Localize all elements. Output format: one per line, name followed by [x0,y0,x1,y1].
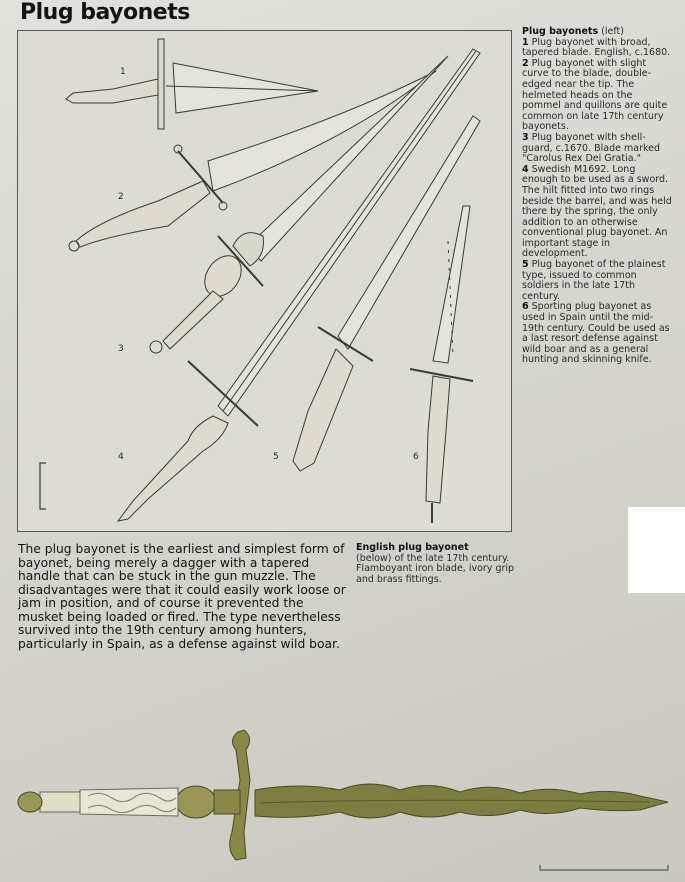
figure-number-5: 5 [273,452,279,462]
description-item-number: 6 [522,301,529,313]
descriptions-heading-title: Plug bayonets [522,26,599,37]
english-bayonet-caption [356,543,516,585]
bayonet-1-drawing [66,39,318,129]
description-item-text: Plug bayonet with slight curve to the blade, double-edged near the tip. The helmeted heads on the pommel and quillons are quite common on late 17th century bayonets. [522,57,668,133]
blank-patch [628,507,685,593]
body-paragraph: The plug bayonet is the earliest and simplest form of bayonet, being merely a dagger with a tapered handle that can be stuck in the gun muzzle. The disadvantages were that it could easily work loose or jam in position, and of course it prevented the musket being loaded or fired. The type nevertheless survived into the 19th century among hunters, particularly in Spain, as a defense against wild boar. [18,542,346,651]
bayonet-drawings [18,31,511,531]
bayonet-descriptions [522,27,672,366]
description-item-text: Plug bayonet with shell-guard, c.1670. Blade marked "Carolus Rex Dei Gratia." [522,131,661,165]
figure-number-2: 2 [118,192,124,202]
caption-heading: English plug bayonet [356,542,469,553]
description-item-number: 4 [522,163,529,175]
description-item-number: 3 [522,131,529,143]
figure-number-1: 1 [120,67,126,77]
description-item [522,38,672,59]
description-item-text: Sporting plug bayonet as used in Spain until the mid-19th century. Could be used as a last resort defense against wild boar and as a general hunting and skinning knife. [522,301,670,366]
descriptions-heading-suffix: (left) [598,26,624,37]
description-item [522,302,672,366]
figure-number-3: 3 [118,344,124,354]
description-item-text: Plug bayonet of the plainest type, issued to common soldiers in the late 17th century. [522,259,666,302]
description-item [522,133,672,165]
figure-number-4: 4 [118,452,124,462]
description-item [522,59,672,133]
description-item-text: Plug bayonet with broad, tapered blade. English, c.1680. [522,36,671,59]
description-item-text: Swedish M1692. Long enough to be used as a sword. The hilt fitted into two rings beside the barrel, and was held there by the spring, the only addition to an otherwise conventional plug bayonet. An important stage in development. [522,163,672,260]
page-title: Plug bayonets [20,0,190,25]
description-item-number: 1 [522,36,529,48]
description-item-number: 5 [522,259,529,271]
bayonet-6-drawing [410,206,473,523]
caption-text: (below) of the late 17th century. Flamboyant iron blade, ivory grip and brass fittings. [356,552,515,585]
description-item [522,260,672,302]
figure-number-6: 6 [413,452,419,462]
description-item [522,165,672,260]
description-item-number: 2 [522,57,529,69]
bayonet-illustration-plate [17,30,512,532]
english-plug-bayonet-image [0,720,685,882]
